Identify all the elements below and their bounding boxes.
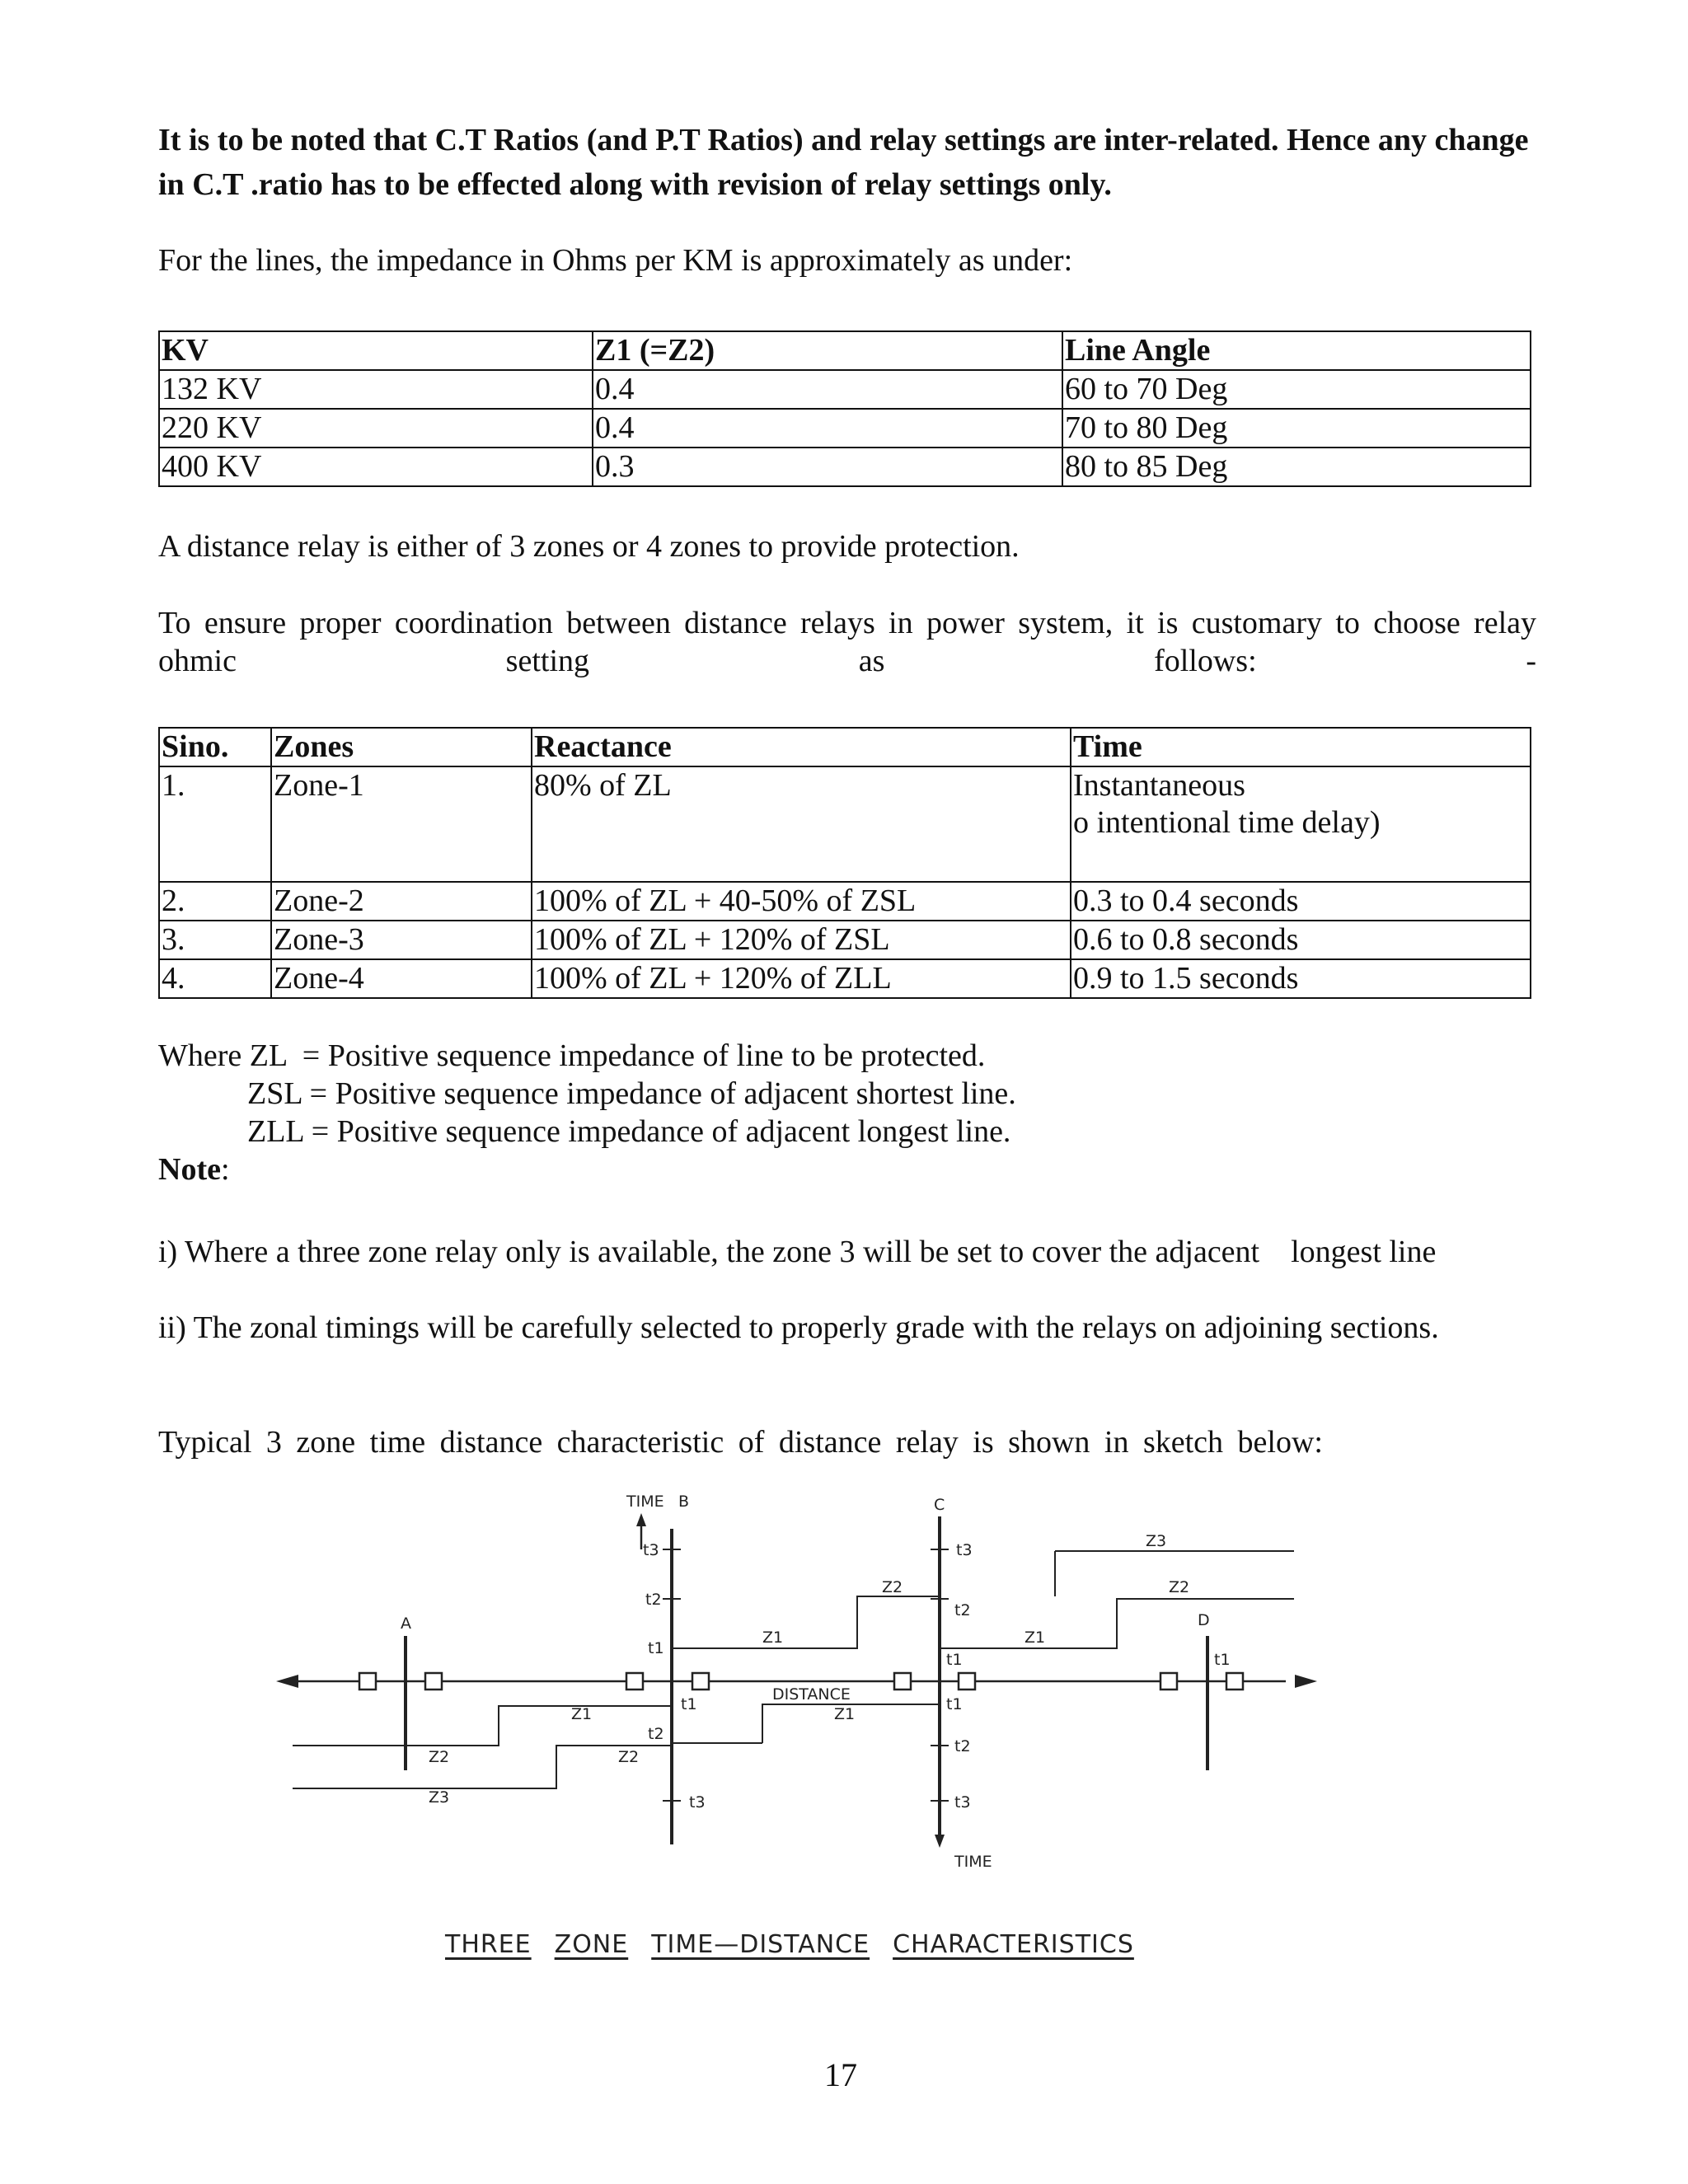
cell-time: 0.3 to 0.4 seconds	[1071, 882, 1531, 921]
impedance-lead-text: For the lines, the impedance in Ohms per KM is approximately as under:	[158, 243, 1073, 278]
step-z1z2-from-b	[672, 1596, 940, 1648]
t3-label: t3	[956, 1541, 973, 1559]
caption-word: CHARACTERISTICS	[893, 1930, 1134, 1959]
cell-sino: 3.	[159, 921, 271, 959]
cell-z1: 0.4	[593, 370, 1062, 409]
cell-zone: Zone-2	[271, 882, 532, 921]
z3-label: Z3	[429, 1788, 450, 1807]
z3-label: Z3	[1146, 1532, 1167, 1550]
t3-label: t3	[643, 1541, 659, 1559]
breaker-box	[894, 1673, 911, 1690]
header-zones: Zones	[271, 728, 532, 766]
t3-label: t3	[954, 1793, 971, 1811]
time-label-top: TIME	[626, 1493, 664, 1511]
t1-label: t1	[946, 1695, 963, 1713]
table-row	[159, 448, 1531, 486]
t3-label: t3	[689, 1793, 706, 1811]
bus-d-label: D	[1198, 1611, 1210, 1629]
cell-zone: Zone-3	[271, 921, 532, 959]
cell-sino: 4.	[159, 959, 271, 998]
step-z1z2-from-c	[940, 1599, 1294, 1648]
arrow-right-icon	[1295, 1675, 1317, 1688]
note-item-2: ii) The zonal timings will be carefully selected to properly grade with the relays on adjoining sections.	[158, 1310, 1439, 1345]
arrow-left-icon	[276, 1675, 298, 1688]
note-item-1: i) Where a three zone relay only is available, the zone 3 will be set to cover the adjacent longest line	[158, 1235, 1437, 1269]
definition-zll: ZLL = Positive sequence impedance of adjacent longest line.	[247, 1114, 1011, 1149]
t2-label: t2	[954, 1601, 971, 1619]
header-z1: Z1 (=Z2)	[593, 331, 1062, 370]
z1-label: Z1	[1025, 1629, 1046, 1647]
cell-sino: 1.	[159, 766, 271, 882]
t2-label: t2	[648, 1725, 664, 1743]
impedance-table	[158, 330, 1531, 487]
t1-label: t1	[681, 1695, 697, 1713]
z2-label: Z2	[882, 1578, 903, 1596]
cell-reactance: 100% of ZL + 40-50% of ZSL	[532, 882, 1071, 921]
cell-kv: 132 KV	[159, 370, 593, 409]
cell-zone: Zone-4	[271, 959, 532, 998]
breaker-box	[359, 1673, 376, 1690]
time-label-bottom: TIME	[954, 1853, 992, 1871]
definitions-block	[158, 1037, 1016, 1188]
table-row	[159, 766, 1531, 882]
cell-kv: 400 KV	[159, 448, 593, 486]
header-sino: Sino.	[159, 728, 271, 766]
z1-label: Z1	[834, 1705, 856, 1723]
z1-label: Z1	[762, 1629, 784, 1647]
ct-ratio-note: It is to be noted that C.T Ratios (and P.T Ratios) and relay settings are inter-related. Hence any change in C.T .ratio has to be effected along with revision of relay settings only.	[158, 123, 1529, 202]
cell-time	[1071, 766, 1531, 882]
time-distance-diagram	[272, 1493, 1352, 1978]
note-heading	[158, 1151, 1016, 1188]
t2-label: t2	[954, 1737, 971, 1755]
page-number: 17	[824, 2056, 857, 2093]
definition-zsl: ZSL = Positive sequence impedance of adjacent shortest line.	[247, 1076, 1016, 1111]
table-row	[159, 409, 1531, 448]
t1-label: t1	[946, 1651, 963, 1669]
breaker-box	[692, 1673, 709, 1690]
cell-z1: 0.4	[593, 409, 1062, 448]
caption-word: ZONE	[554, 1930, 629, 1959]
arrow-down-icon	[935, 1835, 945, 1848]
step-z3-to-b	[293, 1746, 672, 1788]
distance-label: DISTANCE	[772, 1685, 851, 1704]
bus-a-label: A	[401, 1615, 411, 1633]
time-line-2: o intentional time delay)	[1073, 805, 1381, 840]
header-reactance: Reactance	[532, 728, 1071, 766]
cell-angle: 60 to 70 Deg	[1062, 370, 1531, 409]
table-row	[159, 959, 1531, 998]
breaker-box	[626, 1673, 643, 1690]
cell-angle: 80 to 85 Deg	[1062, 448, 1531, 486]
z2-label: Z2	[1169, 1578, 1190, 1596]
cell-kv: 220 KV	[159, 409, 593, 448]
cell-reactance: 80% of ZL	[532, 766, 1071, 882]
t1-label: t1	[1214, 1651, 1231, 1669]
cell-zone: Zone-1	[271, 766, 532, 882]
bus-b-label: B	[678, 1493, 690, 1511]
cell-sino: 2.	[159, 882, 271, 921]
cell-time: 0.9 to 1.5 seconds	[1071, 959, 1531, 998]
z2-label: Z2	[429, 1748, 450, 1766]
cell-reactance: 100% of ZL + 120% of ZSL	[532, 921, 1071, 959]
definition-zl: Where ZL = Positive sequence impedance of line to be protected.	[158, 1038, 986, 1073]
cell-time: 0.6 to 0.8 seconds	[1071, 921, 1531, 959]
note-label: Note	[158, 1152, 221, 1187]
zone-settings-table	[158, 727, 1531, 999]
arrow-up-icon	[636, 1513, 646, 1526]
impedance-table-header	[159, 331, 1531, 370]
t1-label: t1	[648, 1639, 664, 1657]
bus-c-label: C	[934, 1496, 945, 1514]
note-colon: :	[220, 1152, 230, 1187]
step-z1z2-to-b	[293, 1706, 672, 1746]
caption-word: THREE	[445, 1930, 532, 1959]
table-row	[159, 882, 1531, 921]
coordination-text: To ensure proper coordination between distance relays in power system, it is customary to choose relay ohmic setting as follows: -	[158, 606, 1536, 678]
z1-label: Z1	[571, 1705, 593, 1723]
header-line-angle: Line Angle	[1062, 331, 1531, 370]
sketch-intro: Typical 3 zone time distance characteristic of distance relay is shown in sketch below:	[158, 1425, 1323, 1460]
breaker-box	[959, 1673, 975, 1690]
cell-reactance: 100% of ZL + 120% of ZLL	[532, 959, 1071, 998]
header-time: Time	[1071, 728, 1531, 766]
breaker-box	[1226, 1673, 1243, 1690]
t2-label: t2	[645, 1591, 662, 1609]
table-row	[159, 370, 1531, 409]
breaker-box	[1160, 1673, 1177, 1690]
zone-table-header	[159, 728, 1531, 766]
diagram-caption	[445, 1930, 1187, 1963]
breaker-box	[425, 1673, 442, 1690]
cell-angle: 70 to 80 Deg	[1062, 409, 1531, 448]
z2-label: Z2	[618, 1748, 640, 1766]
cell-z1: 0.3	[593, 448, 1062, 486]
header-kv: KV	[159, 331, 593, 370]
time-line-1: Instantaneous	[1073, 768, 1245, 803]
caption-word: TIME—DISTANCE	[651, 1930, 870, 1959]
zones-text: A distance relay is either of 3 zones or 4 zones to provide protection.	[158, 529, 1020, 564]
table-row	[159, 921, 1531, 959]
